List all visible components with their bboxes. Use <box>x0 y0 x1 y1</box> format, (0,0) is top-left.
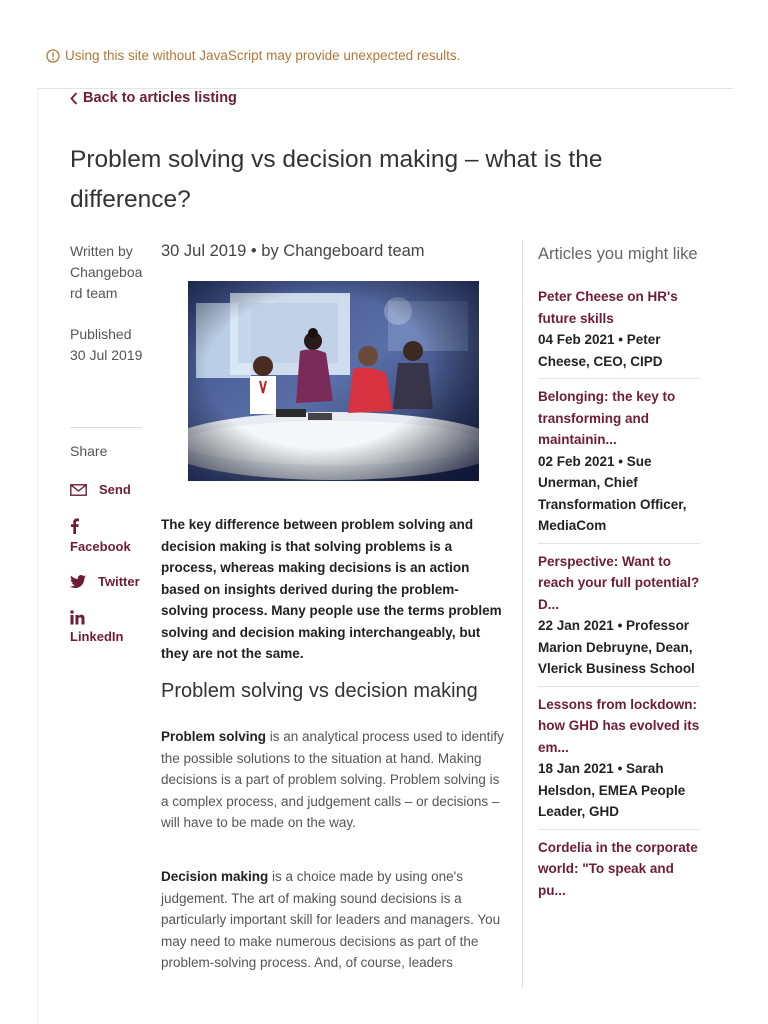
related-articles-title: Articles you might like <box>538 245 698 263</box>
facebook-label: Facebook <box>70 539 131 554</box>
share-twitter-button[interactable] <box>70 574 140 589</box>
twitter-icon <box>70 575 86 588</box>
share-linkedin-button[interactable] <box>70 610 123 644</box>
share-facebook-button[interactable] <box>70 518 131 554</box>
chevron-left-icon <box>70 92 78 105</box>
article-subheading: Problem solving vs decision making <box>161 680 478 702</box>
problem-solving-term: Problem solving <box>161 729 267 744</box>
linkedin-icon <box>70 610 85 625</box>
javascript-notice <box>46 48 460 63</box>
share-send-button[interactable] <box>70 482 131 497</box>
article-byline: 30 Jul 2019 • by Changeboard team <box>161 242 425 260</box>
problem-solving-text: is an analytical process used to identify the possible solutions to the situation at hand. Making decisions is a part of problem solving. Problem solving is a complex process, and judgement calls – or decisions – will have to be made on the way. <box>161 729 504 830</box>
back-link-label: Back to articles listing <box>83 90 237 106</box>
info-circle-icon <box>46 49 60 63</box>
hero-image <box>188 281 479 481</box>
written-by-value: Changeboard team <box>70 264 143 301</box>
facebook-icon <box>70 518 79 534</box>
related-article-item[interactable] <box>538 837 700 908</box>
back-to-listing-link[interactable] <box>70 90 237 106</box>
related-article-meta: 22 Jan 2021 • Professor Marion Debruyne, Dean, Vlerick Business School <box>538 618 695 676</box>
related-article-link[interactable]: Cordelia in the corporate world: "To speak and pu... <box>538 839 698 898</box>
paragraph-decision-making <box>161 866 509 974</box>
published-label: Published <box>70 326 132 342</box>
related-article-item[interactable] <box>538 551 700 687</box>
notice-text: Using this site without JavaScript may provide unexpected results. <box>65 48 461 63</box>
related-article-meta: 04 Feb 2021 • Peter Cheese, CEO, CIPD <box>538 332 663 369</box>
published-value: 30 Jul 2019 <box>70 347 143 363</box>
article-meta <box>70 241 145 366</box>
related-article-item[interactable] <box>538 286 700 379</box>
linkedin-label: LinkedIn <box>70 629 124 644</box>
related-article-link[interactable]: Perspective: Want to reach your full potential? D... <box>538 553 700 612</box>
related-article-item[interactable] <box>538 386 700 544</box>
related-articles <box>538 241 700 914</box>
article-title: Problem solving vs decision making – what is the difference? <box>70 146 603 213</box>
related-article-meta: 02 Feb 2021 • Sue Unerman, Chief Transformation Officer, MediaCom <box>538 453 687 533</box>
twitter-label: Twitter <box>98 574 140 589</box>
share-label: Share <box>70 443 108 459</box>
decision-making-term: Decision making <box>161 869 269 884</box>
sidebar-divider <box>522 240 523 988</box>
meeting-photo <box>188 281 479 481</box>
envelope-icon <box>70 484 87 496</box>
related-article-link[interactable]: Peter Cheese on HR's future skills <box>538 289 678 326</box>
meta-divider <box>70 427 142 428</box>
related-article-link[interactable]: Lessons from lockdown: how GHD has evolved its em... <box>538 696 700 755</box>
related-article-item[interactable] <box>538 694 700 830</box>
related-article-link[interactable]: Belonging: the key to transforming and maintainin... <box>538 389 676 447</box>
related-article-meta: 18 Jan 2021 • Sarah Helsdon, EMEA People Leader, GHD <box>538 761 686 819</box>
written-by-label: Written by <box>70 243 133 259</box>
paragraph-problem-solving <box>161 726 509 834</box>
article-lead: The key difference between problem solving and decision making is that solving problems is a process, whereas making decisions is an action based on insights derived during the problem-solving process. Many people use the terms problem solving and decision making interchangeably, but they are not the same. <box>161 517 502 661</box>
decision-making-text: is a choice made by using one's judgement. The art of making sound decisions is a particularly important skill for leaders and managers. You may need to make numerous decisions as part of the problem-solving process. And, of course, leaders <box>161 869 501 970</box>
send-label: Send <box>99 482 131 497</box>
